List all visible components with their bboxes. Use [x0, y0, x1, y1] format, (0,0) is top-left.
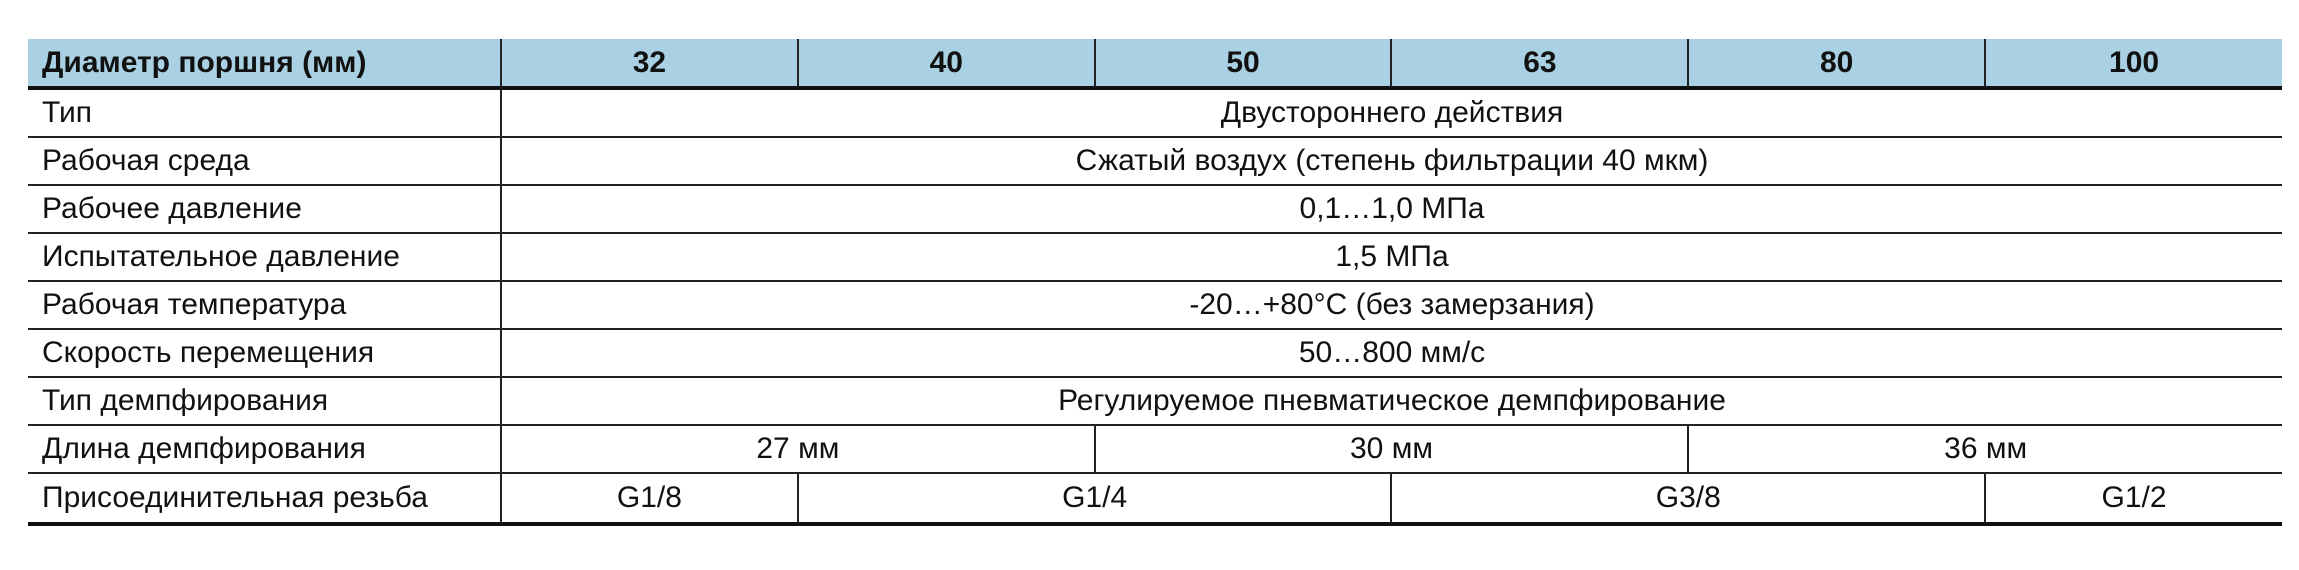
table-row	[28, 281, 2282, 329]
header-diameter: 50	[1095, 39, 1392, 88]
header-diameter: 100	[1985, 39, 2282, 88]
row-value: Двустороннего действия	[501, 88, 2282, 137]
table-row	[28, 329, 2282, 377]
row-value: 0,1…1,0 МПа	[501, 185, 2282, 233]
table-row	[28, 185, 2282, 233]
row-value: Регулируемое пневматическое демпфирование	[501, 377, 2282, 425]
spec-table-container	[28, 39, 2282, 526]
spec-table	[28, 39, 2282, 526]
row-value: G1/8	[501, 473, 798, 524]
row-label: Рабочее давление	[28, 185, 501, 233]
header-row	[28, 39, 2282, 88]
header-label: Диаметр поршня (мм)	[28, 39, 501, 88]
row-label: Рабочая среда	[28, 137, 501, 185]
row-value: Сжатый воздух (степень фильтрации 40 мкм)	[501, 137, 2282, 185]
row-value: 50…800 мм/с	[501, 329, 2282, 377]
row-label: Присоединительная резьба	[28, 473, 501, 524]
row-label: Тип	[28, 88, 501, 137]
header-diameter: 32	[501, 39, 798, 88]
table-row	[28, 425, 2282, 473]
row-value: G1/4	[798, 473, 1392, 524]
table-row	[28, 377, 2282, 425]
row-value: 36 мм	[1688, 425, 2282, 473]
row-value: G3/8	[1391, 473, 1985, 524]
row-value: 27 мм	[501, 425, 1095, 473]
row-value: 30 мм	[1095, 425, 1689, 473]
row-label: Рабочая температура	[28, 281, 501, 329]
row-label: Испытательное давление	[28, 233, 501, 281]
table-row	[28, 88, 2282, 137]
header-diameter: 40	[798, 39, 1095, 88]
row-label: Тип демпфирования	[28, 377, 501, 425]
row-label: Длина демпфирования	[28, 425, 501, 473]
header-diameter: 63	[1391, 39, 1688, 88]
row-value: -20…+80°C (без замерзания)	[501, 281, 2282, 329]
table-row	[28, 137, 2282, 185]
header-diameter: 80	[1688, 39, 1985, 88]
row-label: Скорость перемещения	[28, 329, 501, 377]
table-row	[28, 473, 2282, 524]
row-value: G1/2	[1985, 473, 2282, 524]
table-row	[28, 233, 2282, 281]
row-value: 1,5 МПа	[501, 233, 2282, 281]
